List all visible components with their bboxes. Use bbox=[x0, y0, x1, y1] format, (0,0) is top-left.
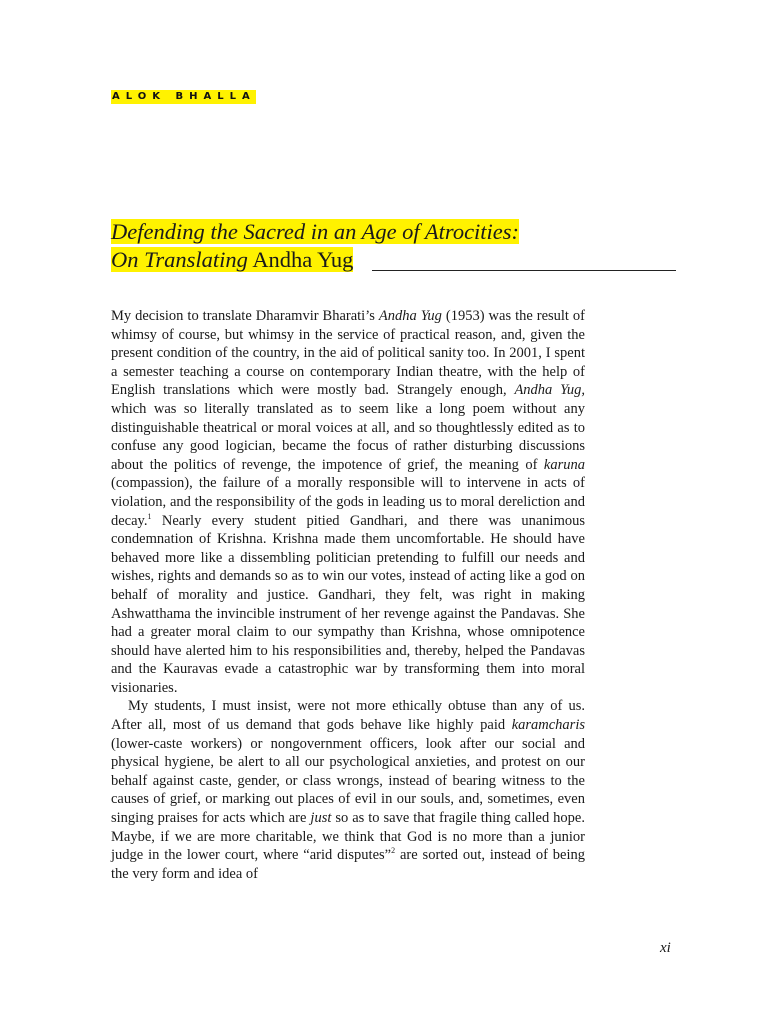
text-run: My students, I must insist, were not more ethically obtuse than any of us. After all, most of us demand that gods behave like highly paid bbox=[111, 698, 585, 734]
title-line-2-work: Andha Yug bbox=[252, 247, 354, 272]
italic-text: just bbox=[310, 810, 332, 827]
title-rule bbox=[372, 270, 676, 271]
italic-text: Andha Yug bbox=[378, 308, 442, 324]
author-name: ALOK BHALLA bbox=[112, 91, 256, 102]
title-line-1: Defending the Sacred in an Age of Atrocities: bbox=[111, 219, 520, 244]
page-number: xi bbox=[660, 940, 671, 956]
text-run: My decision to translate Dharamvir Bharati’s bbox=[111, 308, 379, 324]
text-run: (1953) was the result of whimsy of course, but whimsy in the service of practical reason, and, given the present condition of the country, in the aid of political sanity too. In 2001, I spent a semester teaching a course on contemporary Indian theatre, with the help of English translations which were mostly bad. Strangely enough, bbox=[111, 308, 586, 399]
text-run: which was so literally translated as to seem like a long poem without any distinguishable theatrical or moral voices at all, and so thoughtlessly edited as to confuse any good logician, became the focus of rather disturbing discussions about the politics of revenge, the impotence of grief, the meaning of bbox=[111, 400, 585, 473]
italic-text: karuna bbox=[543, 456, 585, 473]
body-text bbox=[111, 307, 585, 883]
text-run: (lower-caste workers) or nongovernment officers, look after our social and physical hygiene, be alert to all our psychological anxieties, and protest on our behalf against caste, gender, or class wrongs, instead of bearing witness to the causes of grief, or marking out places of evil in our souls, and, sometimes, even singing praises for acts which are bbox=[111, 735, 585, 827]
footnote-ref[interactable]: 2 bbox=[391, 846, 396, 856]
italic-text: karamcharis bbox=[511, 717, 585, 734]
chapter-title bbox=[111, 218, 676, 274]
italic-text: Andha Yug, bbox=[514, 382, 585, 399]
paragraph-1 bbox=[111, 307, 585, 697]
text-run: (compassion), the failure of a morally responsible will to intervene in acts of violation, and the responsibility of the gods in leading us to moral dereliction and decay. bbox=[111, 475, 585, 529]
paragraph-2 bbox=[111, 697, 585, 883]
footnote-ref[interactable]: 1 bbox=[147, 511, 152, 521]
text-run: are sorted out, instead of being the very form and idea of bbox=[111, 847, 585, 882]
title-line-2-prefix: On Translating bbox=[111, 247, 248, 272]
text-run: so as to save that fragile thing called hope. Maybe, if we are more charitable, we think that God is no more than a junior judge in the lower court, where “arid disputes” bbox=[111, 810, 585, 864]
text-run: Nearly every student pitied Gandhari, and there was unanimous condemnation of Krishna. Krishna made them uncomfortable. He should have behaved more like a dissembling politician pretending to fulfill our needs and wishes, rights and demands so as to win our votes, instead of acting like a god on behalf of morality and justice. Gandhari, they felt, was right in making Ashwatthama the invincible instrument of her revenge against the Pandavas. She had a greater moral claim to our sympathy than Krishna, whose omnipotence should have alerted him to his responsibilities and, thereby, helped the Pandavas and the Kauravas evade a catastrophic war by transforming them into moral visionaries. bbox=[111, 512, 585, 696]
